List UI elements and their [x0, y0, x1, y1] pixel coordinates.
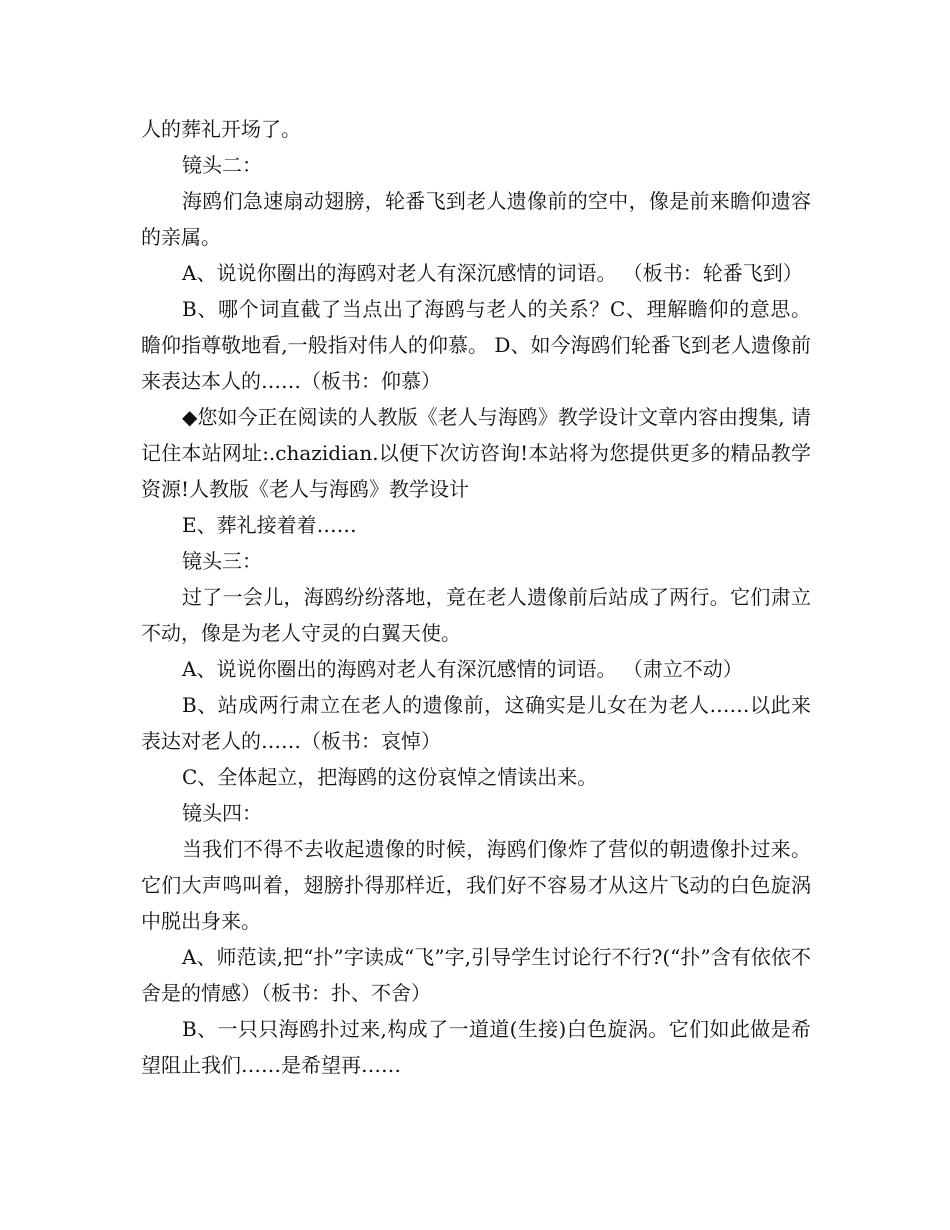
paragraph-site-notice: ◆您如今正在阅读的人教版《老人与海鸥》教学设计文章内容由搜集, 请记住本站网址:.chazidian.以便下次访咨询!本站将为您提供更多的精品教学资源!人教版《老人与海鸥》教学设计: [141, 405, 811, 501]
paragraph-shot-three-a: A、说说你圈出的海鸥对老人有深沉感情的词语。 （肃立不动）: [182, 657, 743, 681]
heading-shot-two: 镜头二：: [182, 153, 262, 177]
paragraph-shot-two-e: E、葬礼接着着……: [182, 513, 357, 537]
paragraph-shot-two-a: A、说说你圈出的海鸥对老人有深沉感情的词语。 （板书：轮番飞到）: [182, 261, 803, 285]
paragraph-shot-three-b: B、站成两行肃立在老人的遗像前，这确实是儿女在为老人……以此来表达对老人的……（板书：哀悼）: [141, 693, 811, 753]
paragraph-shot-four-text: 当我们不得不去收起遗像的时候，海鸥们像炸了营似的朝遗像扑过来。它们大声鸣叫着，翅膀扑得那样近，我们好不容易才从这片飞动的白色旋涡中脱出身来。: [141, 837, 811, 933]
heading-shot-three: 镜头三：: [182, 549, 262, 573]
heading-shot-four: 镜头四：: [182, 801, 262, 825]
paragraph-shot-four-b: B、一只只海鸥扑过来,构成了一道道(生接)白色旋涡。它们如此做是希望阻止我们……是希望再……: [141, 1017, 811, 1077]
paragraph-funeral-start: 人的葬礼开场了。: [141, 117, 301, 141]
paragraph-shot-two-bcd: B、哪个词直截了当点出了海鸥与老人的关系？C、理解瞻仰的意思。瞻仰指尊敬地看,一般指对伟人的仰慕。 D、如今海鸥们轮番飞到老人遗像前来表达本人的……（板书：仰慕）: [141, 297, 811, 393]
document-body: [141, 111, 811, 1083]
paragraph-shot-two-text: 海鸥们急速扇动翅膀，轮番飞到老人遗像前的空中，像是前来瞻仰遗容的亲属。: [141, 189, 811, 249]
paragraph-shot-three-c: C、全体起立，把海鸥的这份哀悼之情读出来。: [182, 765, 598, 789]
paragraph-shot-four-a: A、师范读,把“扑”字读成“飞”字,引导学生讨论行不行?(“扑”含有依依不舍是的情感）（板书：扑、不舍）: [141, 945, 811, 1005]
paragraph-shot-three-text: 过了一会儿，海鸥纷纷落地，竟在老人遗像前后站成了两行。它们肃立不动，像是为老人守灵的白翼天使。: [141, 585, 811, 645]
